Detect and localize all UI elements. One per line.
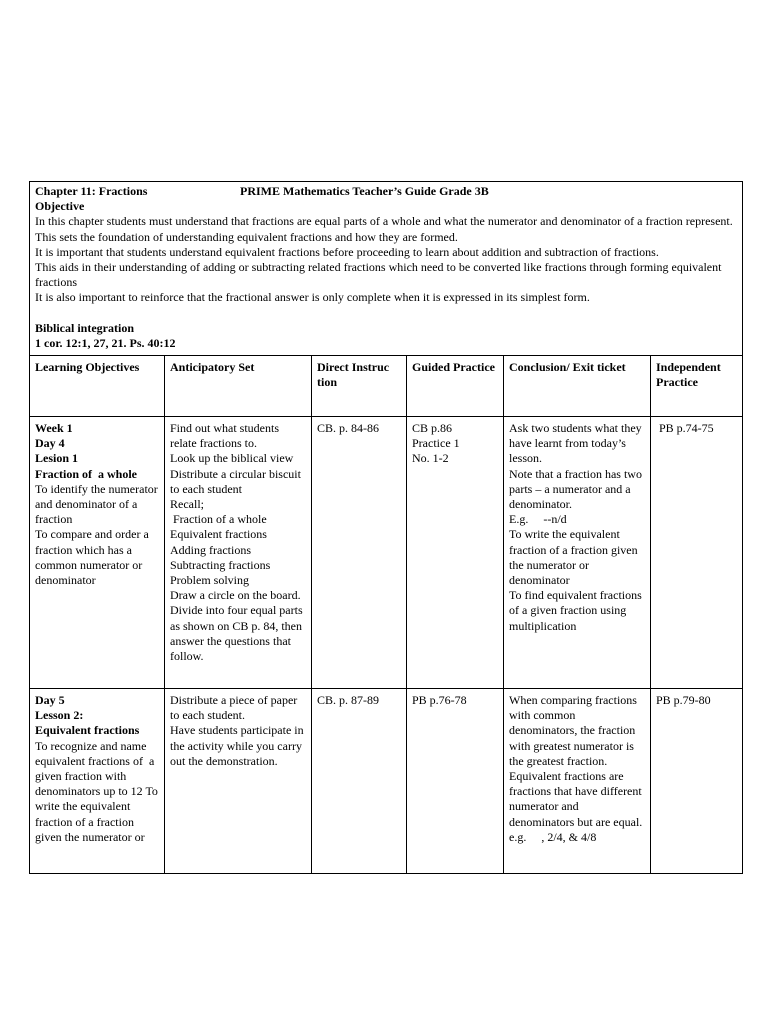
biblical-heading: Biblical integration bbox=[35, 320, 134, 335]
lesson-label: Lesson 2: bbox=[35, 708, 84, 723]
objective-line-5: It is also important to reinforce that the fractional answer is only complete when it is expressed in its simplest form. bbox=[35, 290, 590, 305]
objectives-text: To recognize and name equivalent fractions of a given fraction with denominators up to 12 To write the equivalent fraction of a fraction given the numerator or bbox=[35, 738, 161, 844]
anticipatory-text: Distribute a piece of paper to each student. Have students participate in the activity while you carry out the demonstration. bbox=[170, 693, 304, 768]
conclusion-cell bbox=[504, 689, 651, 874]
objective-line-1: In this chapter students must understand that fractions are equal parts of a whole and what the numerator and denominator of a fraction represent. bbox=[35, 214, 733, 229]
anticipatory-text: Find out what students relate fractions to. Look up the biblical view Distribute a circular biscuit to each student Recall; Fraction of a whole Equivalent fractions Adding fractions Subtracting fractions Problem solving Draw a circle on the board. Divide into four equal parts as shown on CB p. 84, then answer the questions that follow. bbox=[170, 421, 303, 664]
day-label: Day 5 bbox=[35, 693, 65, 708]
col-header-conclusion: Conclusion/ Exit ticket bbox=[504, 356, 651, 417]
direct-cell bbox=[312, 417, 407, 689]
col-header-independent: Independent Practice bbox=[651, 356, 743, 417]
lesson-title: Equivalent fractions bbox=[35, 723, 140, 738]
lesson-plan-sheet bbox=[29, 181, 742, 874]
independent-text: PB p.74-75 bbox=[659, 421, 714, 436]
column-header-row bbox=[30, 356, 743, 417]
header-cell bbox=[30, 182, 743, 356]
title-line bbox=[35, 184, 737, 199]
direct-text: CB. p. 87-89 bbox=[317, 693, 380, 708]
col-header-anticipatory: Anticipatory Set bbox=[165, 356, 312, 417]
objective-line-2: This sets the foundation of understanding equivalent fractions and how they are formed. bbox=[35, 229, 458, 244]
biblical-refs: 1 cor. 12:1, 27, 21. Ps. 40:12 bbox=[35, 335, 176, 350]
guided-text: CB p.86 Practice 1 No. 1-2 bbox=[412, 421, 460, 466]
anticipatory-cell bbox=[165, 417, 312, 689]
chapter-title: Chapter 11: Fractions bbox=[35, 184, 148, 198]
header-row bbox=[30, 182, 743, 356]
guided-cell bbox=[407, 689, 504, 874]
independent-text: PB p.79-80 bbox=[656, 693, 711, 708]
direct-cell bbox=[312, 689, 407, 874]
col-header-guided: Guided Practice bbox=[407, 356, 504, 417]
col-header-direct: Direct Instruc tion bbox=[312, 356, 407, 417]
lesson-label: Lesion 1 bbox=[35, 451, 79, 466]
independent-cell bbox=[651, 689, 743, 874]
objective-heading: Objective bbox=[35, 199, 85, 214]
direct-text: CB. p. 84-86 bbox=[317, 421, 380, 436]
lesson-row bbox=[30, 417, 743, 689]
lesson-plan-table bbox=[29, 181, 743, 874]
conclusion-cell bbox=[504, 417, 651, 689]
guide-title: PRIME Mathematics Teacher’s Guide Grade 3B bbox=[240, 184, 489, 198]
objectives-cell bbox=[30, 417, 165, 689]
week-label: Week 1 bbox=[35, 421, 73, 436]
anticipatory-cell bbox=[165, 689, 312, 874]
col-header-objectives: Learning Objectives bbox=[30, 356, 165, 417]
guided-text: PB p.76-78 bbox=[412, 693, 467, 708]
objective-line-3: It is important that students understand equivalent fractions before proceeding to learn about addition and subtraction of fractions. bbox=[35, 244, 659, 259]
independent-cell bbox=[651, 417, 743, 689]
objectives-text: To identify the numerator and denominator of a fraction To compare and order a fraction which has a common numerator or denominator bbox=[35, 481, 158, 588]
lesson-title: Fraction of a whole bbox=[35, 466, 137, 481]
lesson-row bbox=[30, 689, 743, 874]
day-label: Day 4 bbox=[35, 436, 65, 451]
conclusion-text: Ask two students what they have learnt from today’s lesson. Note that a fraction has two parts – a numerator and a denominator. E.g. --n/d To write the equivalent fraction of a fraction given the numerator or denominator To find equivalent fractions of a given fraction using multiplication bbox=[509, 421, 642, 633]
objectives-cell bbox=[30, 689, 165, 874]
guided-cell bbox=[407, 417, 504, 689]
objective-line-4: This aids in their understanding of adding or subtracting related fractions which need to be converted like fractions through forming equivalent fractions bbox=[35, 260, 725, 290]
conclusion-text: When comparing fractions with common denominators, the fraction with greatest numerator is the greatest fraction. Equivalent fractions are fractions that have different numerator and denominators but are equal. e.g. , 2/4, & 4/8 bbox=[509, 693, 643, 844]
